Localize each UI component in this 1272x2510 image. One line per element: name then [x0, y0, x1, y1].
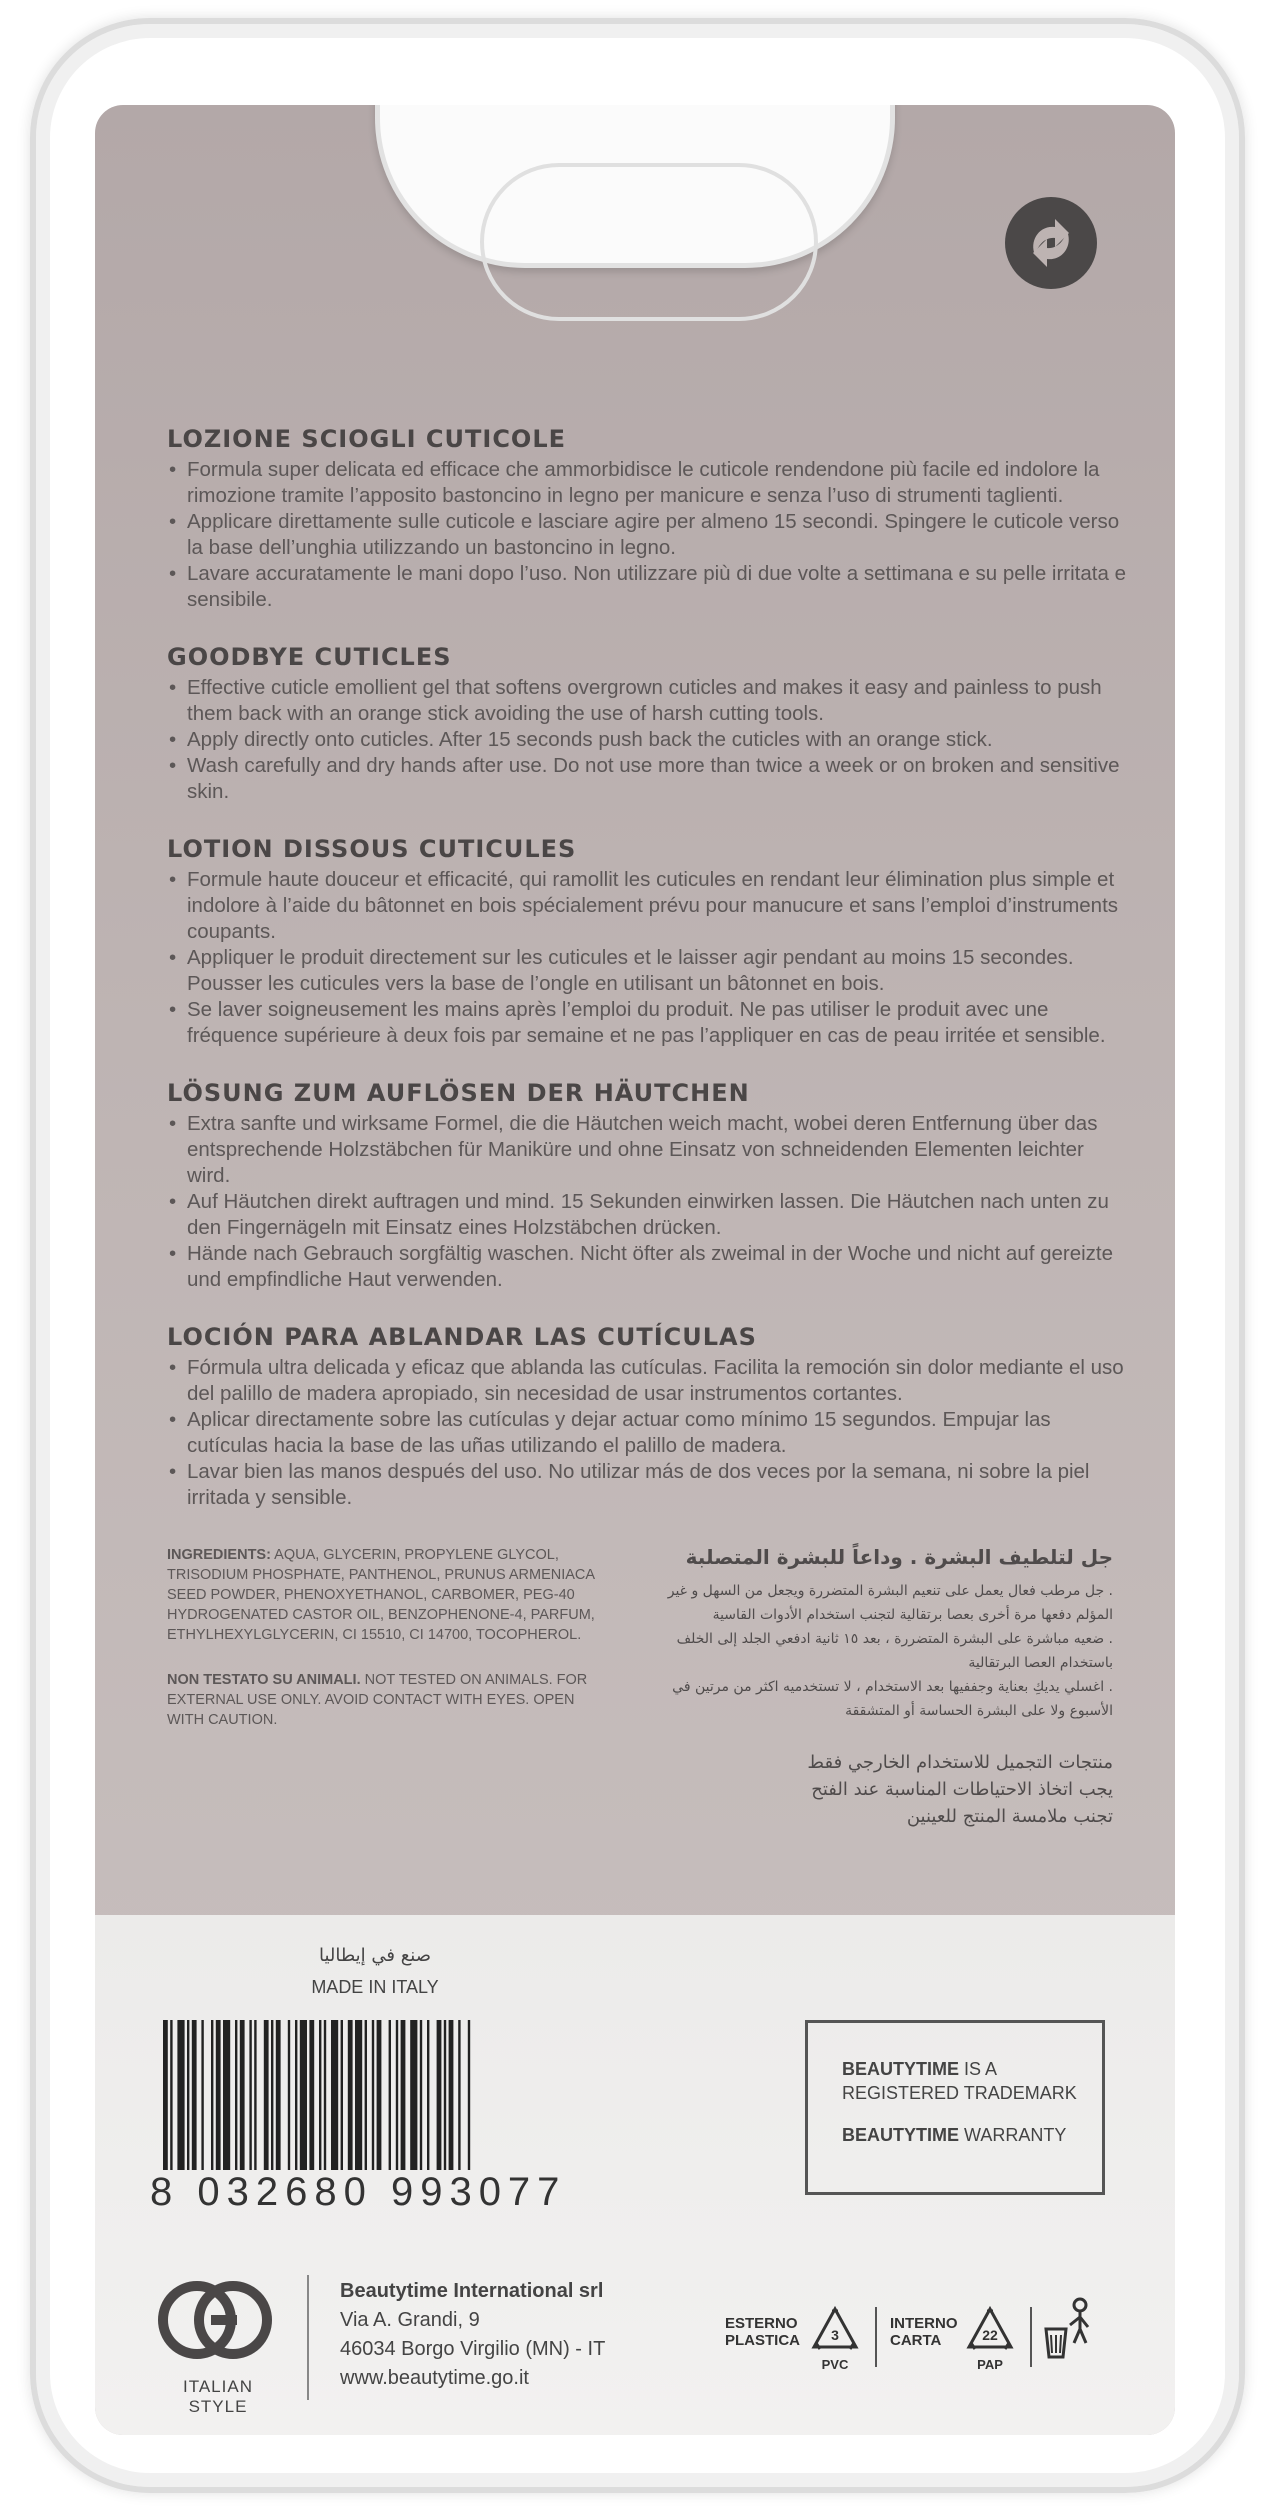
arabic-warning-line: تجنب ملامسة المنتج للعينين	[906, 1806, 1113, 1827]
hang-hole	[480, 163, 818, 321]
inner-label-line: INTERNO	[890, 2315, 958, 2332]
packaging-card	[95, 105, 1175, 2435]
trademark-box	[805, 2020, 1105, 2195]
inner-label	[890, 2315, 958, 2349]
ingredients-label: INGREDIENTS:	[167, 1547, 271, 1563]
brand-name: BEAUTYTIME	[842, 2125, 959, 2145]
section-german	[167, 1079, 1127, 1293]
bullet-item: • Apply directly onto cuticles. After 15 seconds push back the cuticles with an orange stick.	[187, 727, 1127, 753]
arabic-item: . ضعيه مباشرة على البشرة المتضررة ، بعد ١٥ ثانية ادفعي الجلد إلى الخلف باستخدام العصا البرتقالية	[676, 1631, 1113, 1671]
instructions-text	[167, 425, 1127, 1541]
website: www.beautytime.go.it	[340, 2367, 529, 2389]
divider	[1030, 2307, 1032, 2367]
ingredients-text: AQUA, GLYCERIN, PROPYLENE GLYCOL, TRISODIUM PHOSPHATE, PANTHENOL, PRUNUS ARMENIACA SEED POWDER, PHENOXYETHANOL, CARBOMER, PEG-40 HYDROGENATED CASTOR OIL, BENZOPHENONE-4, PARFUM, ETHYLHEXYLGLYCERIN, CI 15510, CI 14700, TOCOPHEROL.	[167, 1547, 595, 1643]
section-title: LOCIÓN PARA ABLANDAR LAS CUTÍCULAS	[167, 1323, 757, 1351]
bullet-list	[167, 675, 1127, 805]
inner-material: PAP	[977, 2357, 1003, 2372]
bullet-list	[167, 1355, 1127, 1511]
bullet-item: • Effective cuticle emollient gel that softens overgrown cuticles and makes it easy and painless to push them back with an orange stick avoiding the use of harsh cutting tools.	[187, 675, 1127, 727]
warning-body: NOT TESTED ON ANIMALS. FOR EXTERNAL USE ONLY. AVOID CONTACT WITH EYES. OPEN WITH CAUTION.	[167, 1672, 588, 1728]
outer-code: 3	[831, 2327, 839, 2343]
section-english	[167, 643, 1127, 805]
bullet-item: • Formule haute douceur et efficacité, qui ramollit les cuticules en rendant leur élimination plus simple et indolore à l’aide du bâtonnet en bois spécialement prévu pour manucure et sans l’emploi d’instruments coupants.	[187, 867, 1127, 945]
bullet-list	[167, 867, 1127, 1049]
ingredients-list	[167, 1545, 597, 1645]
outer-label-line: PLASTICA	[725, 2332, 800, 2349]
trademark-text: IS A	[959, 2059, 998, 2079]
address-city: 46034 Borgo Virgilio (MN) - IT	[340, 2338, 606, 2360]
divider	[875, 2307, 877, 2367]
bullet-item: • Formula super delicata ed efficace che ammorbidisce le cuticole rendendone più facile ed indolore la rimozione tramite l’apposito bastoncino in legno per manicure e senza l’uso di strumenti taglienti.	[187, 457, 1127, 509]
made-in-italy: MADE IN ITALY	[311, 1977, 439, 1997]
bullet-item: • Fórmula ultra delicada y eficaz que ablanda las cutículas. Facilita la remoción sin dolor mediante el uso del palillo de madera apropiado, sin necesidad de usar instrumentos cortantes.	[187, 1355, 1127, 1407]
section-french	[167, 835, 1127, 1049]
warning-label: NON TESTATO SU ANIMALI.	[167, 1672, 361, 1688]
arabic-instructions	[663, 1545, 1113, 1830]
made-in-italy-arabic: صنع في إيطاليا	[318, 1945, 431, 1966]
bullet-item: • Lavar bien las manos después del uso. No utilizar más de dos veces por la semana, ni sobre la piel irritada y sensible.	[187, 1459, 1127, 1511]
bullet-list	[167, 457, 1127, 613]
inner-label-line: CARTA	[890, 2332, 942, 2349]
address-street: Via A. Grandi, 9	[340, 2309, 480, 2331]
outer-label	[725, 2315, 800, 2349]
bullet-list	[167, 1111, 1127, 1293]
bullet-item: • Lavare accuratamente le mani dopo l’uso. Non utilizzare più di due volte a settimana e su pelle irritata e sensibile.	[187, 561, 1127, 613]
arabic-item: . اغسلي يديكِ بعناية وجففيها بعد الاستخدام ، لا تستخدميه اكثر من مرتين في الأسبوع ولا على البشرة الحساسة أو المتشققة	[672, 1679, 1113, 1719]
section-title: LÖSUNG ZUM AUFLÖSEN DER HÄUTCHEN	[167, 1079, 750, 1107]
arabic-item: . جل مرطب فعال يعمل على تنعيم البشرة المتضررة ويجعل من السهل و غير المؤلم دفعها مرة أخرى بعصا برتقالية لتجنب استخدام الأدوات القاسية	[667, 1583, 1113, 1623]
outer-label-line: ESTERNO	[725, 2315, 798, 2332]
arabic-warning-line: يجب اتخاذ الاحتياطات المناسبة عند الفتح	[811, 1779, 1113, 1800]
outer-material: PVC	[821, 2357, 849, 2372]
beautytime-logo-icon	[155, 2275, 275, 2365]
arabic-title: جل لتلطيف البشرة . وداعاً للبشرة المتصلبة	[685, 1545, 1113, 1569]
company-name: Beautytime International srl	[340, 2280, 604, 2302]
bullet-item: • Applicare direttamente sulle cuticole e lasciare agire per almeno 15 secondi. Spingere le cuticole verso la base dell’unghia utilizzando un bastoncino in legno.	[187, 509, 1127, 561]
inner-code: 22	[982, 2327, 998, 2343]
divider	[307, 2275, 309, 2400]
bottom-panel	[95, 1915, 1175, 2435]
logo-tagline: ITALIAN STYLE	[183, 2377, 253, 2416]
section-title: LOZIONE SCIOGLI CUTICOLE	[167, 425, 567, 453]
bullet-item: • Wash carefully and dry hands after use. Do not use more than twice a week or on broken and sensitive skin.	[187, 753, 1127, 805]
warranty-text: WARRANTY	[959, 2125, 1067, 2145]
bullet-item: • Hände nach Gebrauch sorgfältig waschen. Nicht öfter als zweimal in der Woche und nicht auf gereizte und empfindliche Haut verwenden.	[187, 1241, 1127, 1293]
company-address	[340, 2277, 605, 2393]
section-title: GOODBYE CUTICLES	[167, 643, 452, 671]
bullet-item: • Se laver soigneusement les mains après l’emploi du produit. Ne pas utiliser le produit avec une fréquence supérieure à deux fois par semaine et ne pas l’appliquer en cas de peau irritée et sensible.	[187, 997, 1127, 1049]
barcode-number: 8 032680 993077	[150, 2170, 567, 2214]
hang-tab	[375, 105, 895, 268]
warning-text	[167, 1670, 597, 1730]
bullet-item: • Auf Häutchen direkt auftragen und mind. 15 Sekunden einwirken lassen. Die Häutchen nach unten zu den Fingernägeln mit Einsatz eines Holzstäbchen drücken.	[187, 1189, 1127, 1241]
trademark-line: REGISTERED TRADEMARK	[842, 2083, 1077, 2103]
trademark-line	[842, 2057, 1102, 2081]
brand-name: BEAUTYTIME	[842, 2059, 959, 2079]
trash-bin-icon	[1040, 2295, 1100, 2365]
warranty-line	[842, 2123, 1102, 2147]
arabic-warning-line: منتجات التجميل للاستخدام الخارجي فقط	[807, 1752, 1113, 1773]
section-spanish	[167, 1323, 1127, 1511]
green-dot-recycle-icon	[1005, 197, 1097, 289]
section-title: LOTION DISSOUS CUTICULES	[167, 835, 577, 863]
barcode	[155, 2020, 625, 2170]
bullet-item: • Aplicar directamente sobre las cutículas y dejar actuar como mínimo 15 segundos. Empujar las cutículas hacia la base de las uñas utilizando el palillo de madera.	[187, 1407, 1127, 1459]
bullet-item: • Extra sanfte und wirksame Formel, die die Häutchen weich macht, wobei deren Entfernung über das entsprechende Holzstäbchen für Maniküre und ohne Einsatz von schneidenden Elementen leichter wird.	[187, 1111, 1127, 1189]
arabic-warnings	[663, 1749, 1113, 1830]
section-italian	[167, 425, 1127, 613]
bullet-item: • Appliquer le produit directement sur les cuticules et le laisser agir pendant au moins 15 secondes. Pousser les cuticules vers la base de l’ongle en utilisant un bâtonnet en bois.	[187, 945, 1127, 997]
